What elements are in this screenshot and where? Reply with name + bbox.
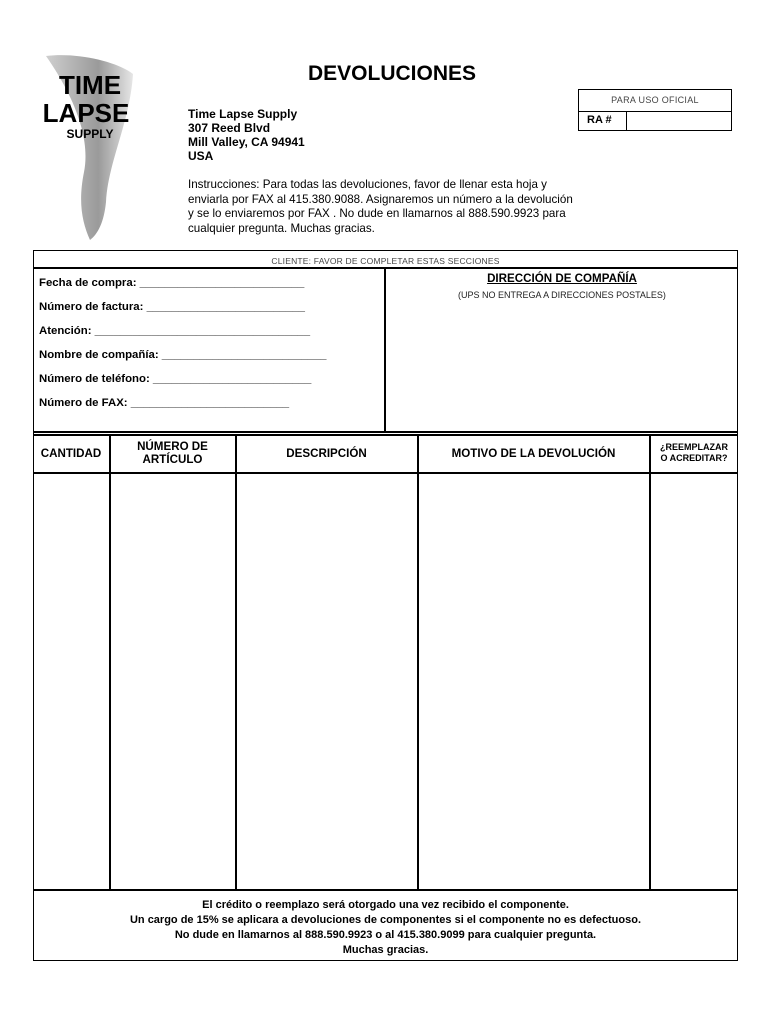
company-city: Mill Valley, CA 94941 [188, 135, 305, 149]
attention-field[interactable]: Atención: __________________________________ [39, 325, 311, 337]
ra-label: RA # [579, 112, 627, 130]
column-header-item-number: NÚMERO DE ARTÍCULO [137, 440, 208, 466]
column-header-replace-or-credit: ¿REEMPLAZAR O ACREDITAR? [660, 442, 728, 463]
quantity-entry-area[interactable] [35, 474, 109, 888]
column-header-description: DESCRIPCIÓN [286, 446, 367, 460]
column-header-reason: MOTIVO DE LA DEVOLUCIÓN [451, 446, 616, 460]
logo-word-supply: SUPPLY [66, 127, 114, 141]
phone-number-field[interactable]: Número de teléfono: _________________________ [39, 373, 312, 385]
official-use-label: PARA USO OFICIAL [611, 95, 699, 105]
ra-row [579, 111, 731, 130]
replace-or-credit-entry-area[interactable] [651, 474, 736, 888]
footer-notes [33, 898, 738, 958]
company-country: USA [188, 149, 214, 163]
company-name: Time Lapse Supply [188, 107, 298, 121]
footer-line: Muchas gracias. [342, 944, 429, 956]
logo-word-lapse: LAPSE [42, 98, 130, 128]
footer-line: Un cargo de 15% se aplicara a devoluciones de componentes si el componente no es defectuoso. [129, 914, 642, 926]
column-header-quantity: CANTIDAD [40, 446, 102, 460]
item-number-entry-area[interactable] [111, 474, 235, 888]
purchase-date-field[interactable]: Fecha de compra: __________________________ [39, 277, 305, 289]
divider [33, 889, 738, 891]
official-use-box [578, 89, 732, 131]
company-address-title: DIRECCIÓN DE COMPAÑÍA [487, 272, 637, 285]
divider [33, 431, 738, 433]
invoice-number-field[interactable]: Número de factura: _________________________ [39, 301, 305, 313]
company-address [188, 107, 305, 163]
page-title: DEVOLUCIONES [307, 62, 477, 85]
footer-line: No dude en llamarnos al 888.590.9923 o al 415.380.9099 para cualquier pregunta. [174, 929, 597, 941]
logo-word-time: TIME [58, 70, 122, 100]
company-address-note: (UPS NO ENTREGA A DIRECCIONES POSTALES) [458, 290, 666, 300]
reason-entry-area[interactable] [419, 474, 649, 888]
fax-number-field[interactable]: Número de FAX: _________________________ [39, 397, 290, 409]
instructions-text: Instrucciones: Para todas las devoluciones, favor de llenar esta hoja y enviarla por FAX al 415.380.9088. Asignaremos un número a la devolución y se lo enviaremos por FAX . No dude en llamarnos al 888.590.9923 para cualquier pregunta. Muchas gracias. [188, 178, 573, 235]
company-address-field[interactable] [386, 305, 736, 429]
ra-number-field[interactable] [627, 112, 731, 130]
customer-section-header: CLIENTE: FAVOR DE COMPLETAR ESTAS SECCIONES [271, 256, 500, 266]
company-name-field[interactable]: Nombre de compañía: __________________________ [39, 349, 327, 361]
footer-line: El crédito o reemplazo será otorgado una vez recibido el componente. [202, 899, 569, 911]
description-entry-area[interactable] [237, 474, 417, 888]
company-street: 307 Reed Blvd [188, 121, 271, 135]
